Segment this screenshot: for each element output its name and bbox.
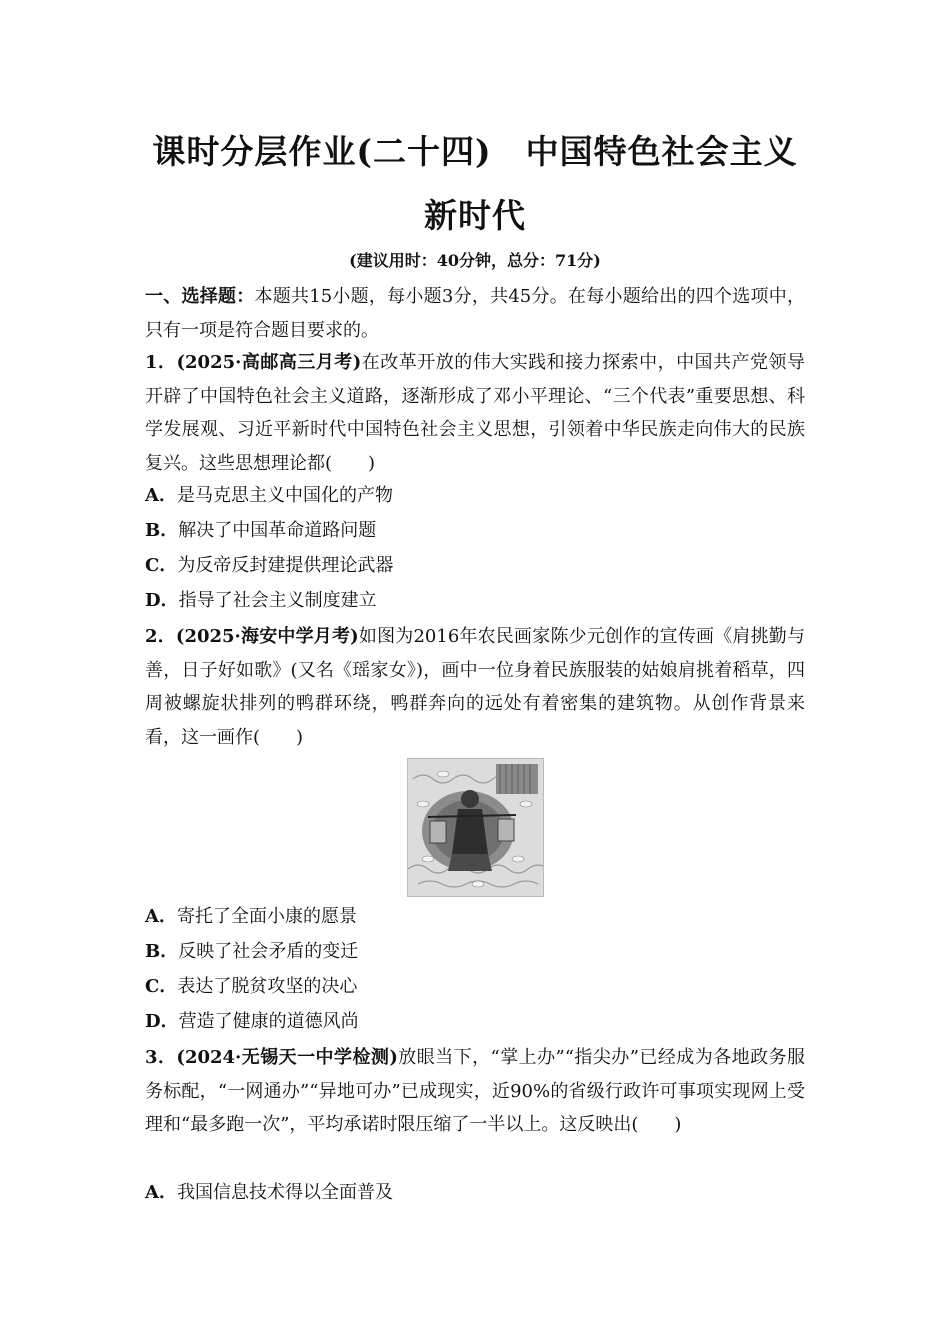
question-2-option-b [145,937,358,967]
question-3-source: (2024·无锡天一中学检测) [176,1047,398,1068]
option-letter: A． [145,1182,177,1203]
question-1-option-d [145,586,377,616]
question-2-option-d [145,1007,359,1037]
option-letter: C． [145,555,178,576]
option-text: 为反帝反封建提供理论武器 [177,555,394,576]
option-letter: A． [145,485,177,506]
option-text: 寄托了全面小康的愿景 [176,906,357,927]
question-2-option-c [145,972,357,1002]
propaganda-painting-image [407,758,544,897]
option-text: 我国信息技术得以全面普及 [176,1182,393,1203]
option-text: 表达了脱贫攻坚的决心 [177,976,358,997]
question-3-number: 3． [145,1047,177,1068]
question-3-text: 放眼当下，“掌上办”“指尖办”已经成为各地政务服务标配，“一网通办”“异地可办”已成现实，近90%的省级行政许可事项实现网上受理和“最多跑一次”，平均承诺时限压缩了一半以上。这反映出( ) [145,1047,805,1135]
question-1-stem [145,346,805,480]
question-2-number: 2． [145,626,176,647]
question-2-stem [145,620,805,754]
question-2-text: 如图为2016年农民画家陈少元创作的宣传画《肩挑勤与善，日子好如歌》(又名《瑶家女》)，画中一位身着民族服装的姑娘肩挑着稻草，四周被螺旋状排列的鸭群环绕，鸭群奔向的远处有着密集的建筑物。从创作背景来看，这一画作( ) [145,626,805,748]
option-text: 营造了健康的道德风尚 [178,1011,359,1032]
question-2-option-a [145,902,357,932]
time-score-info: (建议用时：40分钟，总分：71分) [349,251,601,270]
page-title-line-1: 课时分层作业(二十四) 中国特色社会主义 [152,132,798,171]
option-letter: B． [145,941,179,962]
question-1-text: 在改革开放的伟大实践和接力探索中，中国共产党领导开辟了中国特色社会主义道路，逐渐形成了邓小平理论、“三个代表”重要思想、科学发展观、习近平新时代中国特色社会主义思想，引领着中华民族走向伟大的民族复兴。这些思想理论都( ) [145,352,805,474]
section-instructions [145,280,805,347]
option-text: 是马克思主义中国化的产物 [176,485,393,506]
option-letter: D． [145,1011,179,1032]
painting-illustration [408,759,543,896]
page-title-line-2: 新时代 [424,196,526,235]
question-1-option-b [145,516,376,546]
option-text: 解决了中国革命道路问题 [178,520,377,541]
option-text: 指导了社会主义制度建立 [178,590,377,611]
question-1-option-c [145,551,393,581]
question-3-option-a [145,1178,393,1208]
option-letter: A． [145,906,177,927]
section-text: 本题共15小题，每小题3分，共45分。在每小题给出的四个选项中，只有一项是符合题目要求的。 [145,286,805,341]
option-text: 反映了社会矛盾的变迁 [178,941,359,962]
option-letter: B． [145,520,179,541]
option-letter: C． [145,976,178,997]
question-1-option-a [145,481,393,511]
question-1-source: (2025·高邮高三月考) [176,352,362,373]
question-2-source: (2025·海安中学月考) [175,626,359,647]
question-1-number: 1． [145,352,177,373]
option-letter: D． [145,590,179,611]
question-3-stem [145,1041,805,1142]
section-heading: 一、选择题： [145,286,255,307]
